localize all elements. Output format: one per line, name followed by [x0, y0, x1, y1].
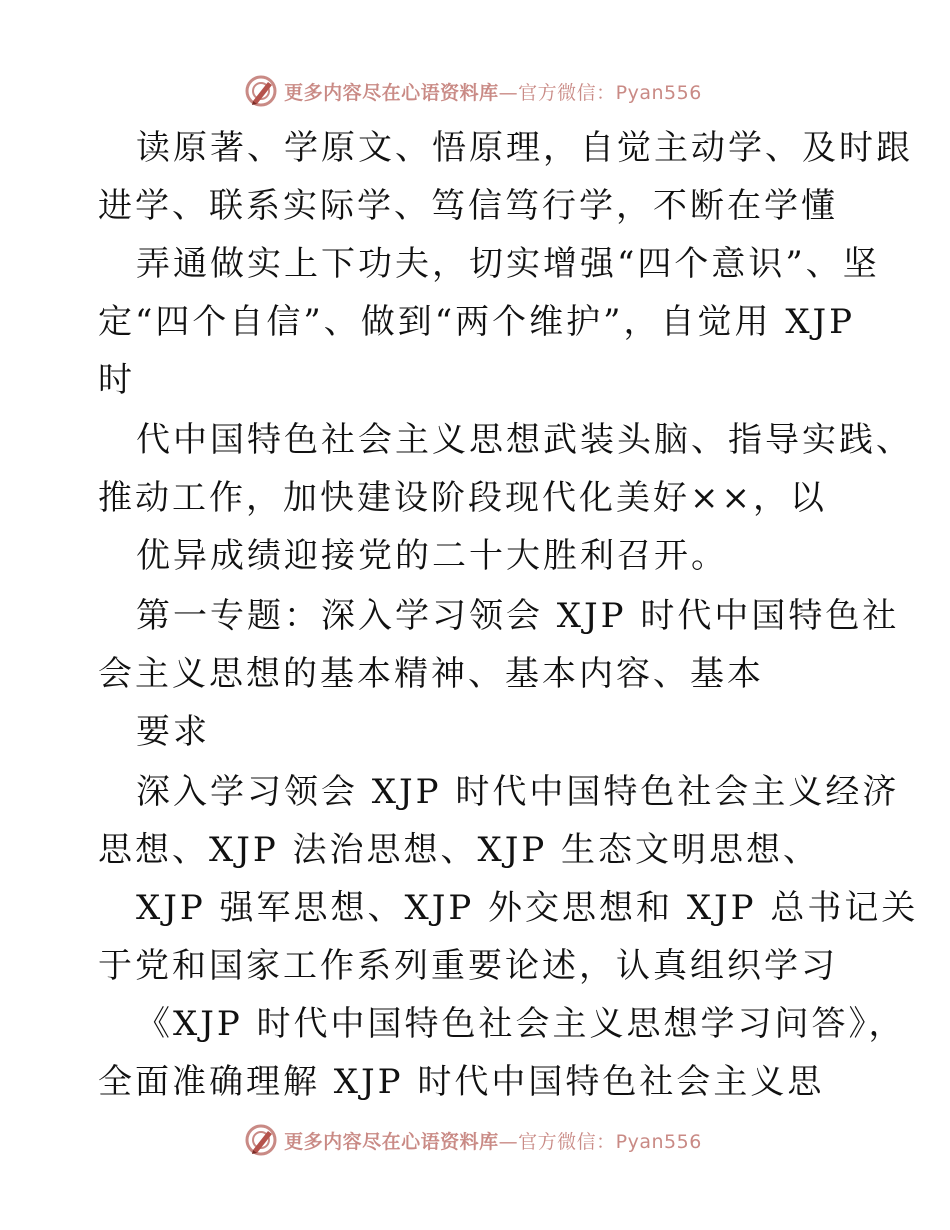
- footer-banner: [0, 1120, 950, 1160]
- text-line: 推动工作，加快建设阶段现代化美好××，以: [98, 478, 827, 518]
- text-line: 代中国特色社会主义思想武装头脑、指导实践、: [136, 420, 913, 460]
- text-line: 弄通做实上下功夫，切实增强“四个意识”、坚: [136, 244, 880, 284]
- banner-wechat-text: 官方微信：Pyan556: [518, 81, 702, 104]
- banner-wechat-text: 官方微信：Pyan556: [518, 1130, 702, 1153]
- banner-separator: —: [498, 1130, 519, 1153]
- banner-site-text: 更多内容尽在心语资料库: [284, 1130, 499, 1153]
- text-line: 深入学习领会 XJP 时代中国特色社会主义经济: [136, 772, 900, 812]
- pen-logo-icon: [244, 74, 278, 108]
- banner-content: [244, 1123, 702, 1157]
- text-line: 优异成绩迎接党的二十大胜利召开。: [136, 536, 728, 576]
- text-line: 会主义思想的基本精神、基本内容、基本: [98, 654, 764, 694]
- text-line: 《XJP 时代中国特色社会主义思想学习问答》，: [136, 1004, 906, 1044]
- pen-logo-icon: [244, 1123, 278, 1157]
- text-line: XJP 强军思想、XJP 外交思想和 XJP 总书记关: [136, 888, 919, 928]
- banner-label: [284, 1127, 702, 1154]
- text-line: 第一专题：深入学习领会 XJP 时代中国特色社: [136, 596, 900, 636]
- text-line: 定“四个自信”、做到“两个维护”，自觉用 XJP: [98, 302, 856, 342]
- banner-site-text: 更多内容尽在心语资料库: [284, 81, 499, 104]
- text-line: 时: [98, 360, 135, 400]
- banner-separator: —: [498, 81, 519, 104]
- text-line: 于党和国家工作系列重要论述，认真组织学习: [98, 946, 838, 986]
- text-line: 要求: [136, 712, 210, 752]
- text-line: 思想、XJP 法治思想、XJP 生态文明思想、: [98, 830, 821, 870]
- text-line: 进学、联系实际学、笃信笃行学，不断在学懂: [98, 186, 838, 226]
- banner-label: [284, 78, 702, 105]
- text-line: 读原著、学原文、悟原理，自觉主动学、及时跟: [136, 128, 913, 168]
- text-line: 全面准确理解 XJP 时代中国特色社会主义思: [98, 1062, 825, 1102]
- header-banner: [0, 71, 950, 111]
- banner-content: [244, 74, 702, 108]
